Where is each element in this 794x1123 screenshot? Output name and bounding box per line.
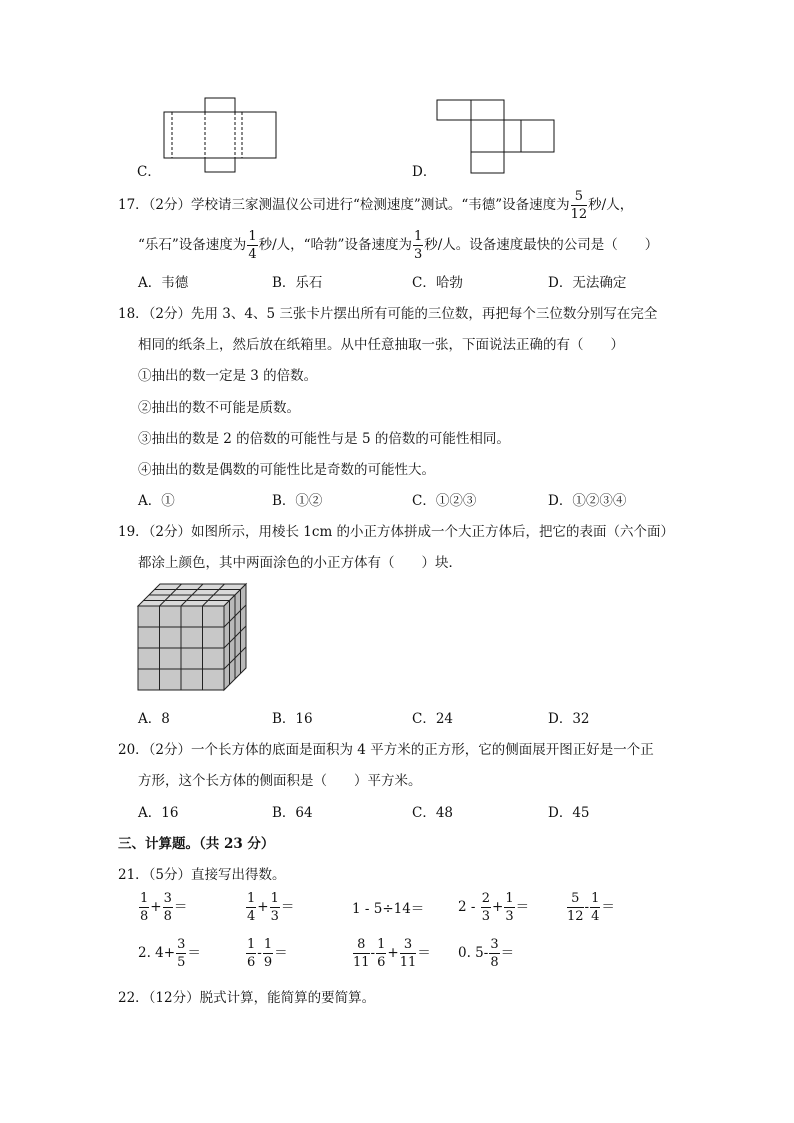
q18-stem-line1: 18．（2分）先用 3、4、5 三张卡片摆出所有可能的三位数，再把每个三位数分别写在完全 [118,306,658,322]
fraction [481,892,491,923]
equals-sign: ＝ [417,945,431,961]
q19-option-a[interactable]: A．8 [138,711,170,727]
q19-option-c[interactable]: C．24 [412,711,454,727]
numerator: 3 [490,937,499,952]
fraction [590,892,600,923]
equals-sign: ＝ [274,945,288,961]
equals-sign: ＝ [500,945,515,961]
q18-option-a[interactable]: A．① [138,493,175,509]
q17-stem-a: 17．（2分）学校请三家测温仪公司进行“检测速度”测试。“韦德”设备速度为 [118,197,570,213]
equals-sign: ＝ [515,899,530,915]
fraction [571,190,588,221]
denominator: 6 [377,955,386,970]
equals-sign: ＝ [173,899,188,915]
calc-expression-9 [458,938,514,969]
fraction [270,892,280,923]
numerator: 1 [247,937,256,952]
q18-statement-2: ②抽出的数不可能是质数。 [138,400,300,416]
q18-statement-3: ③抽出的数是 2 的倍数的可能性与是 5 的倍数的可能性相同。 [138,431,510,447]
denominator: 4 [248,247,257,262]
denominator: 8 [140,909,149,924]
cube-net-figure-d [436,99,561,177]
calc-expression-4 [458,892,529,923]
calc-expression-3: 1 - 5÷14＝ [352,901,425,917]
numerator: 1 [263,937,273,952]
fraction [567,892,584,923]
operator: + [492,899,504,915]
fraction [247,230,257,261]
denominator: 12 [570,207,588,222]
q18-option-c[interactable]: C．①②③ [412,493,477,509]
numerator: 1 [140,891,149,906]
denominator: 9 [263,955,273,970]
q22-stem: 22．（12分）脱式计算，能简算的要简算。 [118,990,376,1006]
numerator: 2 [481,891,491,906]
q17-stem-line2 [138,230,658,261]
fraction [413,230,423,261]
q20-stem-line1: 20．（2分）一个长方体的底面是面积为 4 平方米的正方形，它的侧面展开图正好是一个正 [118,742,654,758]
fraction [246,938,256,969]
denominator: 5 [177,955,186,970]
numerator: 5 [571,190,588,206]
calc-expression-6 [138,938,201,969]
numerator: 3 [177,937,186,952]
fraction [263,938,273,969]
operator: + [257,899,269,915]
calc-expression-7 [245,938,288,969]
denominator: 8 [163,909,172,924]
numerator: 1 [377,937,386,952]
q17-stem-b-mid: 秒/人，“哈勃”设备速度为 [258,237,412,253]
numerator: 1 [505,891,514,906]
q17-stem-b-pre: “乐石”设备速度为 [138,237,247,253]
numerator: 3 [400,938,417,954]
option-d-label[interactable]: D． [412,164,437,180]
q18-option-b[interactable]: B．①② [272,493,323,509]
expression-prefix: 2 - [458,899,480,915]
q17-unit: 秒/人， [588,197,634,213]
calc-expression-1 [138,892,187,923]
expression-prefix: 2. 4+ [138,945,176,961]
q20-option-a[interactable]: A．16 [138,805,179,821]
numerator: 1 [270,891,279,906]
equals-sign: ＝ [187,945,201,961]
q18-statement-1: ①抽出的数一定是 3 的倍数。 [138,368,318,384]
calc-expression-5 [566,892,615,923]
q20-option-c[interactable]: C．48 [412,805,454,821]
q19-option-b[interactable]: B．16 [272,711,313,727]
q20-stem-line2: 方形，这个长方体的侧面积是（ ）平方米。 [138,773,422,789]
numerator: 1 [413,229,423,244]
operator: - [257,945,262,961]
calc-expression-2 [245,892,294,923]
denominator: 4 [591,909,600,924]
fraction [489,938,499,969]
numerator: 3 [163,891,172,906]
denominator: 11 [399,955,417,970]
fraction [376,938,386,969]
q19-stem-line2: 都涂上颜色，其中两面涂色的小正方体有（ ）块． [138,555,462,571]
denominator: 6 [247,955,256,970]
q18-statement-4: ④抽出的数是偶数的可能性比是奇数的可能性大。 [138,462,435,478]
q21-stem: 21．（5分）直接写出得数。 [118,867,286,883]
operator: - [370,945,376,961]
denominator: 11 [353,955,370,970]
numerator: 1 [591,891,600,906]
section-3-title: 三、计算题。（共 23 分） [118,836,275,852]
fraction [246,892,256,923]
denominator: 4 [247,909,256,924]
numerator: 1 [248,229,257,244]
fraction [400,938,417,969]
expression-prefix: 0. 5- [458,945,489,961]
q19-option-d[interactable]: D．32 [548,711,590,727]
denominator: 3 [481,909,491,924]
fraction [139,892,149,923]
calc-expression-8 [352,938,431,969]
q20-option-b[interactable]: B．64 [272,805,313,821]
numerator: 1 [247,891,256,906]
fraction [353,938,370,969]
operator: + [387,945,399,961]
fraction [504,892,514,923]
q20-option-d[interactable]: D．45 [548,805,590,821]
operator: + [150,899,162,915]
option-c-label[interactable]: C． [137,164,161,180]
operator: - [584,899,590,915]
q17-option-c[interactable]: C．哈勃 [412,275,463,291]
denominator: 3 [413,247,423,262]
numerator: 8 [353,938,370,954]
q17-option-a[interactable]: A．韦德 [138,275,189,291]
q19-stem-line1: 19．（2分）如图所示，用棱长 1cm 的小正方体拼成一个大正方体后，把它的表面（六个面） [118,524,675,540]
q17-stem-line1 [118,190,633,221]
q18-stem-line2: 相同的纸条上，然后放在纸箱里。从中任意抽取一张，下面说法正确的有（ ） [138,337,624,353]
denominator: 3 [270,909,279,924]
numerator: 5 [567,892,584,908]
equals-sign: ＝ [280,899,295,915]
q18-option-d[interactable]: D．①②③④ [548,493,627,509]
denominator: 8 [490,955,499,970]
denominator: 12 [567,909,584,924]
cube-4x4x4-figure [136,582,248,692]
cube-net-figure-c [160,98,280,173]
fraction [176,938,186,969]
fraction [163,892,173,923]
q17-option-b[interactable]: B．乐石 [272,275,323,291]
denominator: 3 [505,909,514,924]
equals-sign: ＝ [601,899,615,915]
q17-stem-b-end: 秒/人。设备速度最快的公司是（ ） [424,237,659,253]
q17-option-d[interactable]: D．无法确定 [548,275,627,291]
